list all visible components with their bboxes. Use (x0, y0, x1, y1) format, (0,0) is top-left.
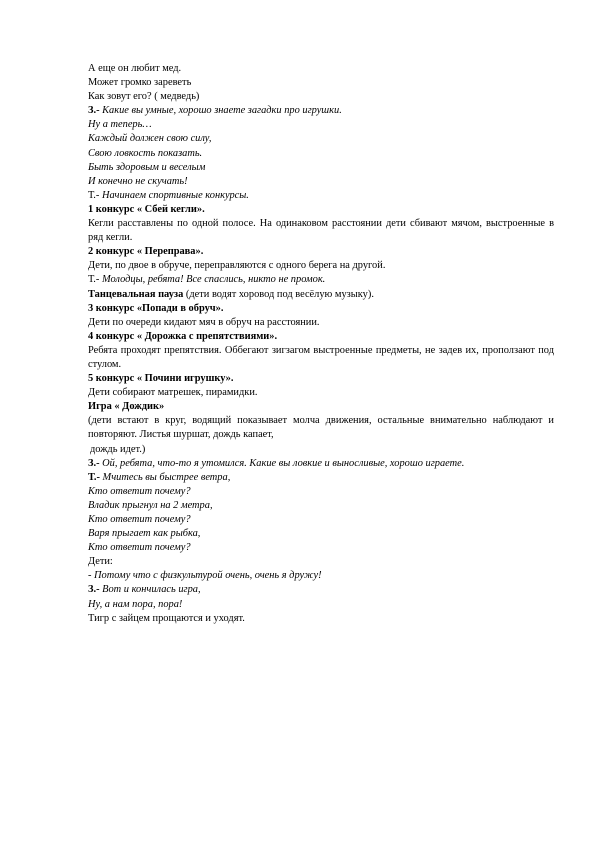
text-line: Может громко зареветь (88, 77, 192, 89)
poem-line: И конечно не скучать! (88, 175, 188, 187)
speech-text: Ой, ребята, что-то я утомился. Какие вы ловкие и выносливые, хорошо играете. (99, 457, 465, 469)
text-line: А еще он любит мед. (88, 63, 182, 74)
text-line: Как зовут его? ( медведь) (88, 91, 200, 103)
poem-line: Свою ловкость показать. (88, 147, 203, 159)
contest-description: Дети по очереди кидают мяч в обруч на расстоянии. (88, 316, 320, 328)
dance-pause-label: Танцевальная пауза (88, 288, 184, 300)
document-body (88, 62, 554, 626)
poem-line: Быть здоровым и веселым (88, 161, 206, 173)
dance-pause-text: (дети водят хоровод под весёлую музыку). (183, 288, 374, 300)
game-heading: Игра « Дождик» (88, 401, 165, 413)
poem-line: Ну а теперь… (88, 119, 152, 131)
dialogue-line (88, 583, 554, 597)
closing-line: Тигр с зайцем прощаются и уходят. (88, 612, 245, 624)
speaker-label: Т.- (88, 274, 100, 286)
speaker-label: З.- (88, 105, 100, 117)
poem-line: Владик прыгнул на 2 метра, (88, 499, 213, 511)
speaker-label: Т.- (88, 189, 100, 201)
contest-heading: 4 конкурс « Дорожка с препятствиями». (88, 330, 278, 342)
contest-heading: 1 конкурс « Сбей кегли». (88, 203, 205, 215)
speaker-heading: Дети: (88, 556, 113, 568)
contest-description: Кегли расставлены по одной полосе. На одинаковом расстоянии дети сбивают мячом, выстроенные в ряд кегли. (88, 218, 554, 244)
speech-text: Какие вы умные, хорошо знаете загадки про игрушки. (99, 105, 342, 117)
dialogue-line (88, 104, 554, 118)
game-description-end: дождь идет.) (90, 443, 146, 455)
speaker-label: З.- (88, 457, 100, 469)
contest-description: Ребята проходят препятствия. Оббегают зигзагом выстроенные предметы, не задев их, проползают под стулом. (88, 344, 554, 370)
contest-description: Дети собирают матрешек, пирамидки. (88, 387, 258, 399)
speech-text: Вот и кончилась игра, (99, 584, 201, 596)
poem-line: Кто ответит почему? (88, 514, 191, 525)
speech-text: Мчитесь вы быстрее ветра, (99, 471, 231, 483)
contest-heading: 3 конкурс «Попади в обруч». (88, 302, 224, 314)
poem-line: Варя прыгает как рыбка, (88, 528, 201, 540)
dialogue-line (88, 471, 554, 485)
game-description: (дети встают в круг, водящий показывает молча движения, остальные внимательно наблюдают и повторяют. Листья шуршат, дождь капает, (88, 415, 554, 441)
speaker-label: З.- (88, 584, 100, 596)
dialogue-line (88, 189, 554, 203)
poem-line: Каждый должен свою силу, (88, 133, 212, 145)
poem-line: Ну, а нам пора, пора! (88, 598, 183, 610)
poem-line: Кто ответит почему? (88, 542, 191, 554)
contest-heading: 2 конкурс « Переправа». (88, 246, 204, 258)
dance-pause-line (88, 288, 554, 302)
children-reply: - Потому что с физкультурой очень, очень я дружу! (88, 570, 322, 582)
dialogue-line (88, 457, 554, 471)
contest-description: Дети, по двое в обруче, переправляются с одного берега на другой. (88, 260, 386, 272)
speaker-label: Т.- (88, 471, 100, 483)
speech-text: Начинаем спортивные конкурсы. (99, 189, 249, 201)
poem-line: Кто ответит почему? (88, 485, 191, 497)
dialogue-line (88, 273, 554, 287)
contest-heading: 5 конкурс « Почини игрушку». (88, 373, 234, 385)
speech-text: Молодцы, ребята! Все спаслись, никто не промок. (99, 274, 326, 286)
